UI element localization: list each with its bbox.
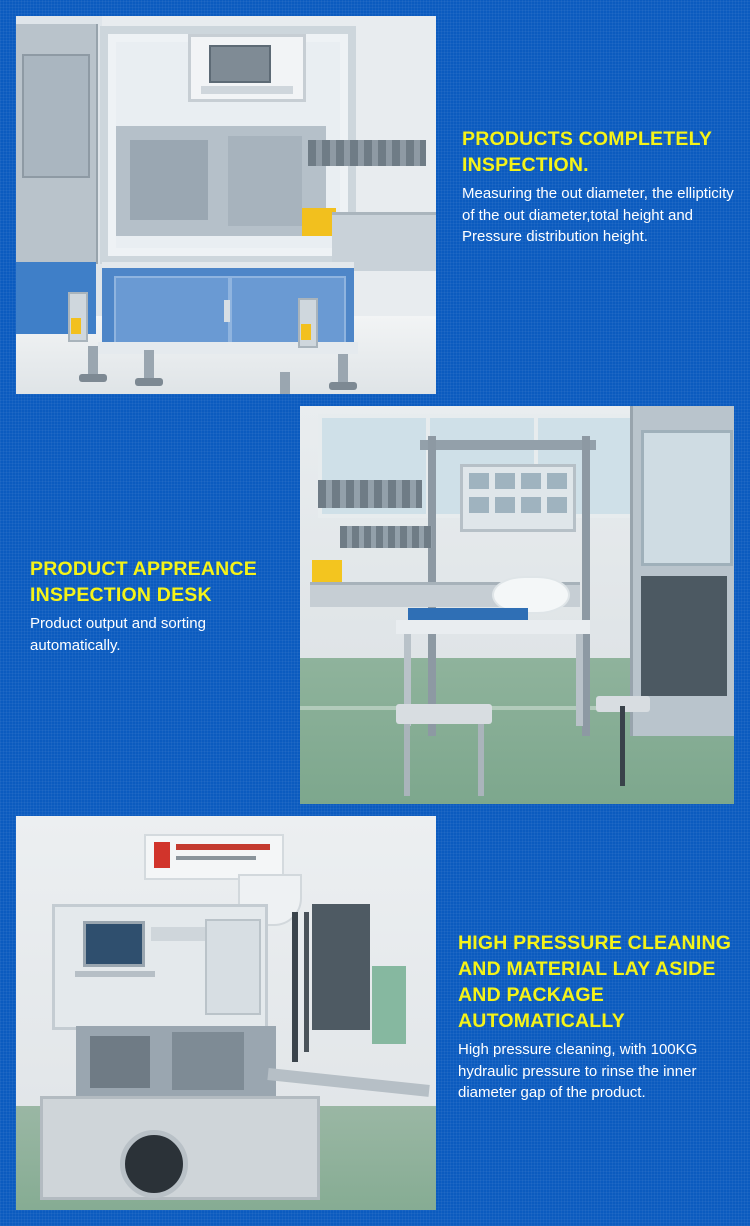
inspection-desk-top [396, 620, 590, 634]
adjacent-machine-panel [22, 54, 90, 178]
section-1-heading: PRODUCTS COMPLETELY INSPECTION. [462, 128, 712, 176]
machine-foot [338, 354, 348, 384]
control-screen [209, 45, 271, 83]
section-1-body: Measuring the out diameter, the ellipticity of the out diameter,total height and Pressure distribution height. [462, 185, 734, 245]
machine-foot [144, 350, 154, 380]
cable-chain-upper [318, 480, 422, 508]
button-row [151, 927, 209, 941]
yellow-component [302, 208, 336, 236]
machine-foot [88, 346, 98, 376]
gantry-post-right [582, 436, 590, 736]
photo-inspection-desk [300, 406, 734, 804]
section-3-heading: HIGH PRESSURE CLEANING AND MATERIAL LAY ASIDE AND PACKAGE AUTOMATICALLY [458, 932, 732, 1032]
control-box [188, 34, 306, 102]
operator-stool [396, 704, 492, 724]
photo-cleaning-machine [16, 816, 436, 1210]
section-3-body: High pressure cleaning, with 100KG hydraulic pressure to rinse the inner diameter gap of the product. [458, 1041, 698, 1101]
text-column-2 [30, 556, 284, 656]
desk-leg [576, 634, 583, 726]
nameplate-logo [154, 842, 170, 868]
section-2-body: Product output and sorting automatically. [30, 615, 206, 654]
nameplate-sub-line [176, 856, 256, 860]
control-cabinet [52, 904, 268, 1030]
yellow-component [312, 560, 342, 582]
cabinet-door-left [114, 276, 230, 348]
right-machine [630, 406, 734, 736]
hydraulic-hose [292, 912, 298, 1062]
hydraulic-hose-secondary [304, 912, 309, 1052]
cable-chain-lower [340, 526, 432, 548]
hmi-screen [83, 921, 145, 967]
floor-cable [620, 706, 625, 786]
inspection-sample-board [460, 464, 576, 532]
photo-inspection-machine [16, 16, 436, 394]
cabinet-door-right [230, 276, 346, 348]
adjacent-machine [16, 24, 98, 264]
dark-column [312, 904, 370, 1030]
air-regulator [68, 292, 88, 342]
green-panel [372, 966, 406, 1044]
cabinet-label [75, 971, 155, 977]
inspection-porthole [120, 1130, 188, 1198]
inspection-mechanism [116, 126, 326, 236]
section-2-heading: PRODUCT APPREANCE INSPECTION DESK [30, 558, 257, 606]
control-label-strip [201, 86, 293, 94]
text-column-1 [462, 126, 734, 248]
air-regulator [298, 298, 318, 348]
cabinet-base-trim [98, 342, 358, 354]
cabinet-side-door [205, 919, 261, 1015]
cleaning-mechanism [76, 1026, 276, 1100]
right-machine-base [641, 576, 727, 696]
text-column-3 [458, 930, 736, 1104]
machine-foot [280, 372, 290, 394]
cabinet-handle [224, 300, 230, 322]
right-machine-glass [641, 430, 733, 566]
nameplate-title-line [176, 844, 270, 850]
cable-chain [308, 140, 426, 166]
gantry-crossbeam [420, 440, 596, 450]
